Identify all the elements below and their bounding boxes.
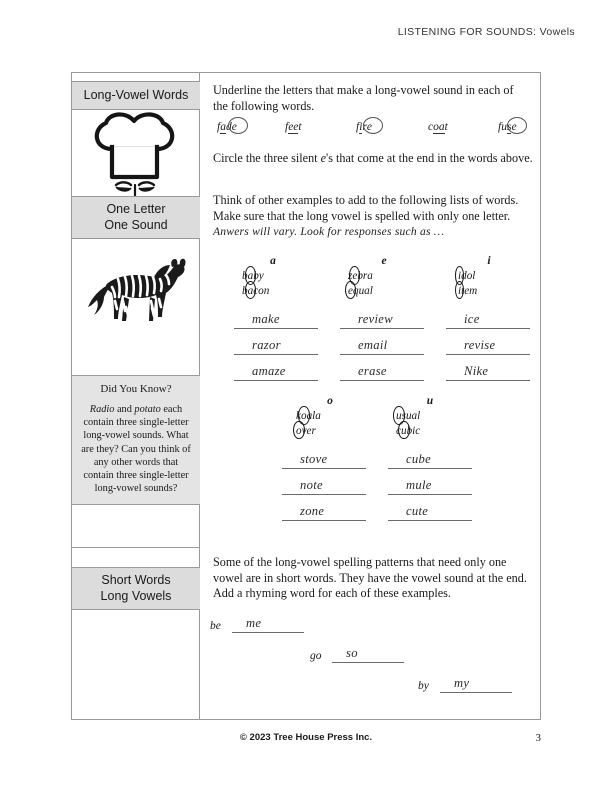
- vowel-example-equal: equal: [348, 284, 373, 297]
- answer-line-o-2[interactable]: note: [282, 475, 366, 495]
- answer-line-a-2[interactable]: razor: [234, 335, 318, 355]
- vowel-example-zebra: zebra: [348, 270, 373, 282]
- followup-text-before: Circle the three silent: [213, 151, 321, 165]
- followup-italic-e: e: [320, 151, 327, 165]
- vowel-column-i: [458, 255, 518, 298]
- vowel-column-e: [348, 255, 418, 298]
- vowel-example-bacon: bacon: [242, 284, 270, 297]
- answer-line-e-3[interactable]: erase: [340, 361, 424, 381]
- vowel-heading-o: o: [327, 395, 333, 407]
- word-item-coat[interactable]: coat: [428, 121, 448, 133]
- copyright-text: © 2023 Tree House Press Inc.: [239, 732, 373, 743]
- vowel-example-koala: koala: [296, 410, 321, 422]
- section2-instruction-line2: Make sure that the long vowel is spelled with only one letter.: [213, 208, 511, 223]
- vowel-column-o: [296, 395, 362, 438]
- rhyme-cue-go: go: [310, 650, 322, 662]
- did-you-know-body: [79, 403, 193, 495]
- word-item-fade[interactable]: fade: [217, 121, 237, 133]
- vowel-heading-u: u: [426, 395, 434, 407]
- vowel-heading-a: a: [270, 255, 276, 267]
- page-number: 3: [535, 732, 541, 744]
- dyk-word-potato: potato: [134, 404, 161, 415]
- vowel-example-usual: usual: [396, 410, 421, 422]
- followup-text-after: 's that come at the end in the words above.: [326, 151, 533, 165]
- vowel-column-a: [242, 255, 302, 298]
- answer-line-i-3[interactable]: Nike: [446, 361, 530, 381]
- vowel-example-baby: baby: [242, 270, 264, 282]
- rhyme-pair-go: [310, 643, 420, 663]
- section3-instruction-line2: vowel are in short words. They have the vowel sound at the end.: [213, 570, 527, 585]
- worksheet-frame: [71, 72, 541, 720]
- sidebar-banner-one-letter-one-sound: [72, 196, 200, 239]
- rhyme-answer-line-by[interactable]: my: [440, 673, 512, 693]
- banner-label-line1: Short Words: [101, 573, 171, 587]
- page-header: [0, 26, 575, 38]
- sidebar-banner-short-words-long-vowels: [72, 567, 200, 610]
- page-header-subtitle: Vowels: [539, 26, 575, 38]
- section3-instruction-line1: Some of the long-vowel spelling patterns that need only one: [213, 555, 507, 569]
- page-header-title: LISTENING FOR SOUNDS:: [397, 26, 537, 38]
- answer-line-o-3[interactable]: zone: [282, 501, 366, 521]
- answer-line-i-2[interactable]: revise: [446, 335, 530, 355]
- dyk-word-radio: Radio: [89, 404, 115, 415]
- vowel-example-over: over: [296, 424, 316, 437]
- section1-instruction-line2: the following words.: [213, 98, 315, 113]
- sidebar-banner-long-vowel-words: [72, 81, 200, 110]
- answer-line-e-1[interactable]: review: [340, 309, 424, 329]
- answer-line-a-1[interactable]: make: [234, 309, 318, 329]
- section2-instruction-line1: Think of other examples to add to the following lists of words.: [213, 193, 519, 207]
- vowel-heading-i: i: [487, 255, 491, 267]
- zebra-illustration: [72, 253, 200, 336]
- section1-instructions: [213, 83, 514, 114]
- answer-line-u-1[interactable]: cube: [388, 449, 472, 469]
- section3-instruction-line3: Add a rhyming word for each of these examples.: [213, 586, 451, 601]
- rhyme-cue-by: by: [418, 680, 429, 692]
- section1-instruction-line1: Underline the letters that make a long-vowel sound in each of: [213, 83, 514, 97]
- sidebar: [72, 73, 200, 719]
- banner-label-line2: One Sound: [104, 218, 168, 232]
- section1-word-row: [213, 121, 543, 143]
- did-you-know-box: [72, 375, 200, 505]
- content-area: [200, 73, 540, 719]
- answer-line-i-1[interactable]: ice: [446, 309, 530, 329]
- dyk-text-rest: each contain three single-letter long-vowel sounds. What are they? Can you think of any other words that contain three single-letter long-vowel sounds?: [81, 404, 191, 495]
- section2-instructions: [213, 193, 518, 240]
- word-item-feet[interactable]: feet: [285, 121, 302, 133]
- rhyme-answer-line-be[interactable]: me: [232, 613, 304, 633]
- did-you-know-title: Did You Know?: [100, 383, 172, 395]
- vowel-column-u: [396, 395, 462, 438]
- vowel-example-idol: idol: [458, 270, 476, 282]
- answer-line-u-3[interactable]: cute: [388, 501, 472, 521]
- vowel-heading-e: e: [381, 255, 387, 267]
- answer-line-a-3[interactable]: amaze: [234, 361, 318, 381]
- banner-label: Long-Vowel Words: [83, 88, 189, 102]
- section1-followup: [213, 151, 533, 167]
- answer-line-e-2[interactable]: email: [340, 335, 424, 355]
- answer-line-u-2[interactable]: mule: [388, 475, 472, 495]
- section2-answers-note: Anwers will vary. Look for responses such as …: [213, 225, 445, 239]
- sidebar-divider: [72, 547, 200, 548]
- banner-label-line2: Long Vowels: [100, 589, 172, 603]
- rhyme-cue-be: be: [210, 620, 221, 632]
- answer-line-o-1[interactable]: stove: [282, 449, 366, 469]
- rhyme-pair-be: [210, 613, 320, 633]
- rhyme-answer-line-go[interactable]: so: [332, 643, 404, 663]
- dyk-text-and: and: [114, 404, 135, 415]
- word-item-fuse[interactable]: fuse: [498, 121, 517, 133]
- rhyme-pair-by: [418, 673, 528, 693]
- section3-instructions: [213, 555, 527, 602]
- vowel-example-item: item: [458, 284, 478, 297]
- word-item-fire[interactable]: fire: [356, 121, 372, 133]
- banner-label-line1: One Letter: [106, 202, 166, 216]
- vowel-example-cubic: cubic: [396, 424, 421, 437]
